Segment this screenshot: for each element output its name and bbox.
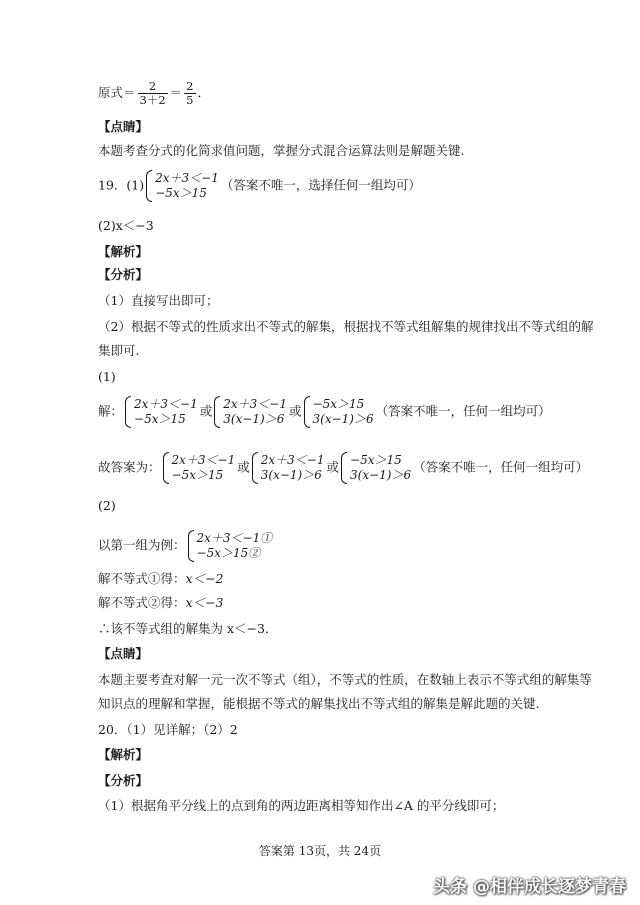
brace-icon (304, 396, 310, 428)
part1-label: (1) (98, 369, 116, 384)
brace-icon (146, 170, 152, 202)
brace-icon (125, 396, 131, 428)
formula-top: 原式＝ $\frac{2}{3+2}$ ＝ $\frac{2}{5}$ ． (98, 79, 211, 107)
q19-system: 2x＋3＜−1 −5x＞15 (146, 170, 219, 202)
fraction-2: $\frac{2}{5}$ (186, 79, 194, 107)
answer-system-a: 2x＋3＜−1 −5x＞15 (163, 452, 236, 484)
answer-system-c: −5x＞15 3(x−1)＞6 (341, 452, 411, 484)
solution-line: 解： 2x＋3＜−1 −5x＞15 或 2x＋3＜−1 3(x−1)＞6 或 −5x＞15 3(x−1)＞6 （答案不唯一，任何一组均可） (98, 397, 551, 426)
brace-icon (188, 530, 194, 562)
example-line: 以第一组为例： 2x＋3＜−1① −5x＞15② (98, 531, 273, 560)
tag-jiexi-1: 【解析】 (98, 244, 149, 259)
summary-2a: 本题主要考查对解一元一次不等式（组），不等式的性质，在数轴上表示不等式组的解集等 (98, 672, 592, 687)
fraction-1: $\frac{2}{3+2}$ (139, 79, 166, 107)
analysis-1: （1）直接写出即可； (98, 293, 219, 308)
q20: 20．（1）见详解；（2）2 (98, 722, 238, 737)
tag-dianjing-2: 【点睛】 (98, 646, 149, 661)
solution-system-c: −5x＞15 3(x−1)＞6 (304, 396, 374, 428)
part2-label: (2) (98, 498, 116, 513)
watermark: 头条 @相伴成长逐梦青春 (433, 877, 626, 897)
q19-line: 19．(1) 2x＋3＜−1 −5x＞15 （答案不唯一，选择任何一组均可） (98, 171, 421, 200)
analysis-2a: （2）根据不等式的性质求出不等式的解集，根据找不等式组解集的规律找出不等式组的解 (98, 319, 594, 334)
conclusion: ∴该不等式组的解集为 x＜−3． (98, 621, 278, 636)
summary-2b: 知识点的理解和掌握，能根据不等式的解集找出不等式组的解集是解此题的关键. (98, 696, 540, 711)
solution-system-a: 2x＋3＜−1 −5x＞15 (125, 396, 198, 428)
brace-icon (341, 452, 347, 484)
example-system: 2x＋3＜−1① −5x＞15② (188, 530, 273, 562)
summary-1: 本题考查分式的化简求值问题，掌握分式混合运算法则是解题关键. (98, 143, 465, 158)
brace-icon (252, 452, 258, 484)
analysis-2b: 集即可. (98, 343, 140, 358)
page-footer: 答案第 13页，共 24页 (258, 844, 382, 858)
tag-jiexi-2: 【解析】 (98, 747, 149, 762)
solution-system-b: 2x＋3＜−1 3(x−1)＞6 (214, 396, 287, 428)
tag-fenxi-1: 【分析】 (98, 267, 149, 282)
analysis-q20: （1）根据角平分线上的点到角的两边距离相等知作出∠A 的平分线即可； (98, 798, 505, 813)
brace-icon (163, 452, 169, 484)
step-1: 解不等式①得：x＜−2 (98, 571, 224, 586)
tag-dianjing-1: 【点睛】 (98, 119, 149, 134)
tag-fenxi-2: 【分析】 (98, 773, 149, 788)
answer-line: 故答案为： 2x＋3＜−1 −5x＞15 或 2x＋3＜−1 3(x−1)＞6 或 −5x＞15 3(x−1)＞6 （答案不唯一，任何一组均可） (98, 453, 589, 482)
step-2: 解不等式②得：x＜−3 (98, 595, 224, 610)
brace-icon (214, 396, 220, 428)
answer-system-b: 2x＋3＜−1 3(x−1)＞6 (252, 452, 325, 484)
q19-part2-answer: (2)x＜−3 (98, 218, 154, 233)
